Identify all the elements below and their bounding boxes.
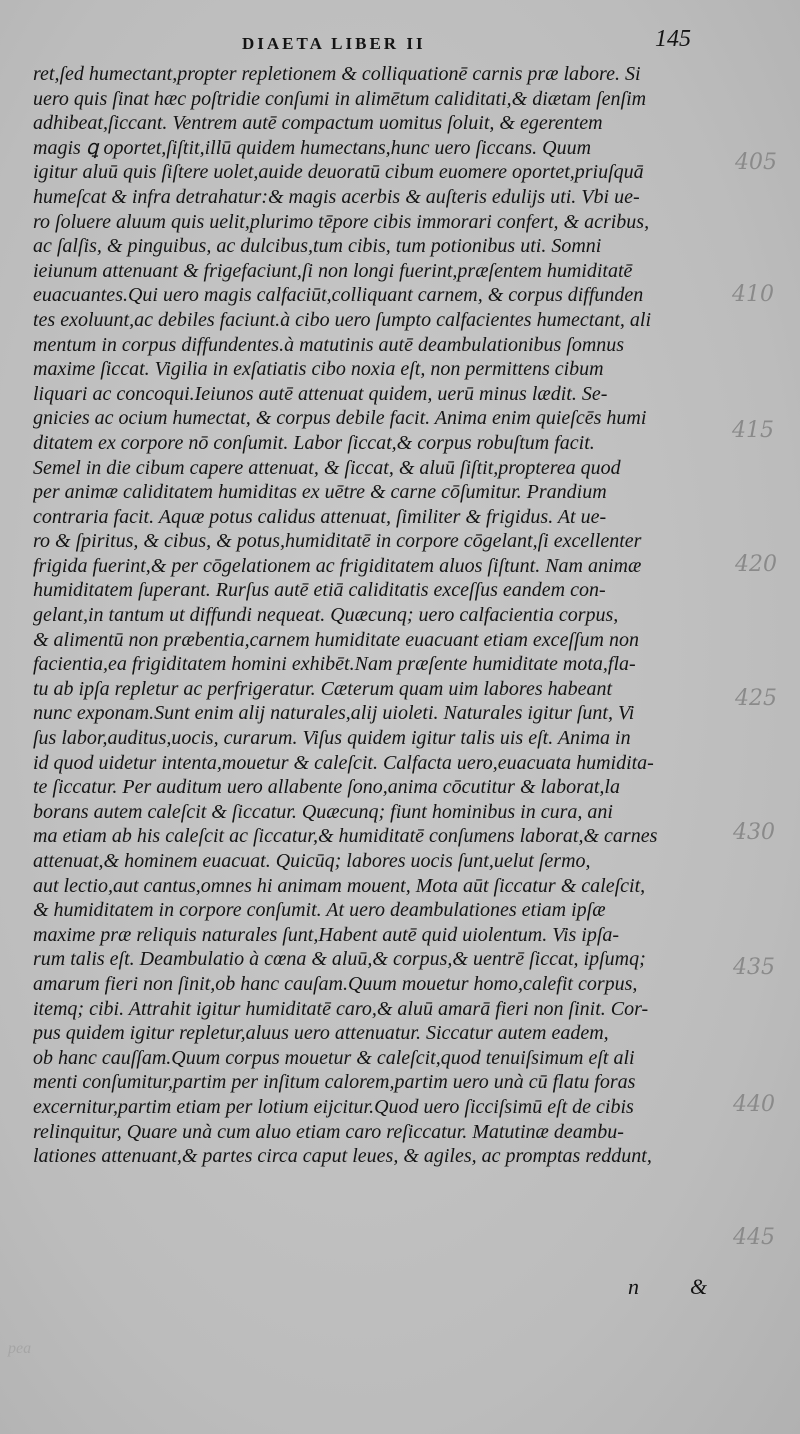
text-line: & humiditatem in corpore conſumit. At uero deambulationes etiam ipſæ bbox=[33, 899, 606, 922]
text-line: itemq; cibi. Attrahit igitur humiditatē caro,& aluū amarā fieri non ſinit. Cor- bbox=[33, 997, 649, 1020]
text-line: euacuantes.Qui uero magis calfaciūt,colliquant carnem, & corpus diffunden bbox=[33, 284, 644, 307]
margin-note: 405 bbox=[735, 150, 777, 175]
text-line: facientia,ea frigiditatem homini exhibēt.Nam præſente humiditate mota,fla- bbox=[33, 653, 636, 676]
text-line: amarum fieri non ſinit,ob hanc cauſam.Quum mouetur homo,calefit corpus, bbox=[33, 972, 638, 995]
text-line: ob hanc cauſſam.Quum corpus mouetur & caleſcit,quod tenuiſsimum eſt ali bbox=[33, 1046, 635, 1069]
text-line: magis ꝗ oportet,ſiſtit,illū quidem humectans,hunc uero ſiccans. Quum bbox=[33, 136, 592, 159]
text-line: ieiunum attenuant & frigefaciunt,ſi non longi fuerint,præſentem humiditatē bbox=[33, 259, 633, 282]
text-line: excernitur,partim etiam per lotium eijcitur.Quod uero ſicciſsimū eſt de cibis bbox=[33, 1095, 634, 1118]
margin-note: 420 bbox=[735, 552, 777, 577]
text-line: lationes attenuant,& partes circa caput leues, & agiles, ac promptas reddunt, bbox=[33, 1145, 652, 1168]
page-number: 145 bbox=[655, 26, 691, 52]
margin-note: 410 bbox=[732, 282, 774, 307]
text-line: igitur aluū quis ſiſtere uolet,auide deuoratū cibum euomere oportet,priuſquā bbox=[33, 161, 644, 184]
text-line: ditatem ex corpore nō conſumit. Labor ſiccat,& corpus robuſtum facit. bbox=[33, 431, 595, 454]
text-line: ro ſoluere aluum quis uelit,plurimo tēpore cibis immorari confert, & acribus, bbox=[33, 210, 650, 233]
text-line: id quod uidetur intenta,mouetur & caleſcit. Calfacta uero,euacuata humidita- bbox=[33, 751, 654, 774]
bleed-through-text: pea bbox=[8, 1340, 32, 1357]
text-line: contraria facit. Aquæ potus calidus attenuat, ſimiliter & frigidus. At ue- bbox=[33, 505, 607, 528]
text-line: nunc exponam.Sunt enim alij naturales,alij uioleti. Naturales igitur ſunt, Vi bbox=[33, 702, 635, 725]
text-line: humiditatem ſuperant. Rurſus autē etiā caliditatis exceſſus eandem con- bbox=[33, 579, 606, 602]
text-line: gelant,in tantum ut diffundi nequeat. Quæcunq; uero calfacientia corpus, bbox=[33, 604, 619, 627]
catchword: & bbox=[690, 1274, 708, 1299]
text-line: ma etiam ab his caleſcit ac ſiccatur,& humiditatē conſumens laborat,& carnes bbox=[33, 825, 658, 848]
text-line: mentum in corpus diffundentes.à matutinis autē deambulationibus ſomnus bbox=[33, 333, 625, 356]
text-line: Semel in die cibum capere attenuat, & ſiccat, & aluū ſiſtit,propterea quod bbox=[33, 456, 621, 479]
margin-note: 425 bbox=[735, 686, 777, 711]
running-head: DIAETA LIBER II bbox=[242, 34, 426, 53]
text-line: relinquitur, Quare unà cum aluo etiam caro reſiccatur. Matutinæ deambu- bbox=[33, 1120, 624, 1143]
text-line: te ſiccatur. Per auditum uero allabente ſono,anima cōcutitur & laborat,la bbox=[33, 776, 620, 799]
page-footer bbox=[620, 1274, 740, 1304]
text-line: per animæ caliditatem humiditas ex uētre & carne cōſumitur. Prandium bbox=[33, 481, 607, 504]
margin-note: 445 bbox=[733, 1225, 775, 1250]
text-line: menti conſumitur,partim per inſitum calorem,partim uero unà cū flatu foras bbox=[33, 1071, 636, 1094]
text-line: rum talis eſt. Deambulatio à cœna & aluū,& corpus,& uentrē ſiccat, ipſumq; bbox=[33, 948, 646, 971]
text-line: liquari ac concoqui.Ieiunos autē attenuat quidem, uerū minus lædit. Se- bbox=[33, 382, 608, 405]
text-line: aut lectio,aut cantus,omnes hi animam mouent, Mota aūt ſiccatur & caleſcit, bbox=[33, 874, 646, 897]
text-line: & alimentū non præbentia,carnem humiditate euacuant etiam exceſſum non bbox=[33, 628, 639, 651]
text-line: borans autem caleſcit & ſiccatur. Quæcunq; fiunt hominibus in cura, ani bbox=[33, 800, 613, 823]
text-line: humeſcat & infra detrahatur:& magis acerbis & auſteris edulijs uti. Vbi ue- bbox=[33, 185, 640, 208]
text-line: maxime præ reliquis naturales ſunt,Habent autē quid uiolentum. Vis ipſa- bbox=[33, 923, 620, 946]
text-line: gnicies ac ocium humectat, & corpus debile facit. Anima enim quieſcēs humi bbox=[33, 407, 647, 430]
text-line: ſus labor,auditus,uocis, curarum. Viſus quidem igitur talis uis eſt. Anima in bbox=[33, 727, 631, 750]
text-line: uero quis ſinat hæc poſtridie conſumi in alimētum caliditati,& diætam ſenſim bbox=[33, 87, 647, 110]
signature-mark: n bbox=[628, 1274, 639, 1299]
text-line: tes exoluunt,ac debiles faciunt.à cibo uero ſumpto calfacientes humectant, ali bbox=[33, 308, 652, 331]
margin-note: 435 bbox=[733, 955, 775, 980]
margin-note: 415 bbox=[732, 418, 774, 443]
text-line: pus quidem igitur repletur,aluus uero attenuatur. Siccatur autem eadem, bbox=[33, 1022, 609, 1045]
text-line: ac ſalſis, & pinguibus, ac dulcibus,tum cibis, tum potionibus uti. Somni bbox=[33, 235, 602, 258]
text-line: attenuat,& hominem euacuat. Quicūq; labores uocis ſunt,uelut ſermo, bbox=[33, 850, 591, 872]
text-line: frigida fuerint,& per cōgelationem ac frigiditatem aluos ſiſtunt. Nam animæ bbox=[33, 554, 642, 577]
text-line: ro & ſpiritus, & cibus, & potus,humiditatē in corpore cōgelant,ſi excellenter bbox=[33, 530, 642, 553]
margin-note: 440 bbox=[733, 1092, 775, 1117]
text-line: ret,ſed humectant,propter repletionem & colliquationē carnis præ labore. Si bbox=[33, 63, 641, 85]
text-line: tu ab ipſa repletur ac perfrigeratur. Cæterum quam uim labores habeant bbox=[33, 677, 613, 700]
text-line: adhibeat,ſiccant. Ventrem autē compactum uomitus ſoluit, & egerentem bbox=[33, 112, 603, 135]
text-line: maxime ſiccat. Vigilia in exſatiatis cibo noxia eſt, non permittens cibum bbox=[33, 358, 604, 381]
margin-note: 430 bbox=[733, 820, 775, 845]
